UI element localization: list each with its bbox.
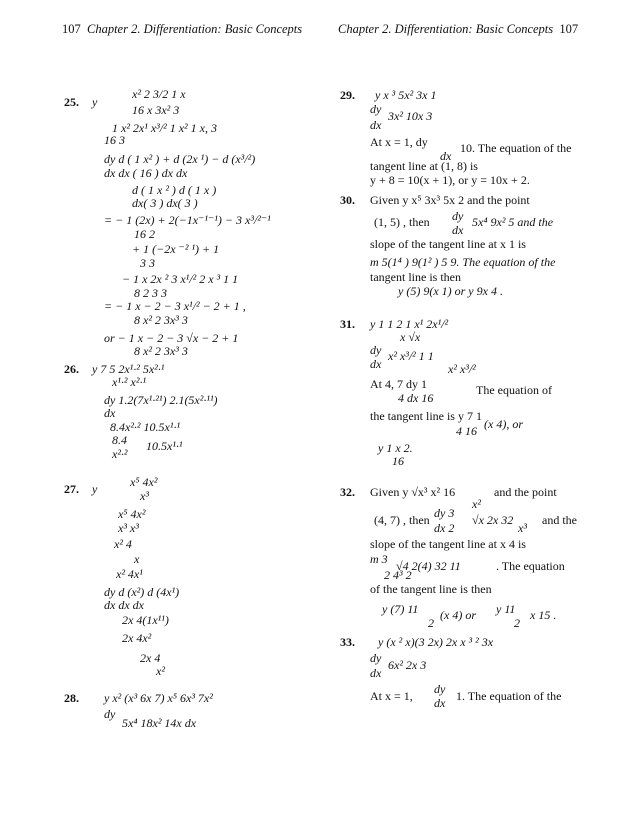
p27-line: x³ x³ (118, 521, 139, 535)
p30-line: dx (452, 223, 464, 237)
p28-line: 5x⁴ 18x² 14x dx (122, 716, 197, 730)
p26-line: 10.5x¹·¹ (146, 439, 183, 453)
p30-line: tangent line is then (370, 270, 461, 284)
p27-line: 2x 4(1x¹¹) (122, 613, 169, 627)
p27-line: dx dx dx (104, 598, 144, 612)
problem-28-number: 28. (64, 691, 79, 705)
p26-line: x²·² (112, 447, 128, 461)
p27-line: 2x 4x² (122, 631, 152, 645)
p29-line: dx (440, 149, 452, 163)
p32-line: . The equation (496, 559, 565, 573)
p31-line: The equation of (476, 383, 552, 397)
p31-line: the tangent line is y 7 1 (370, 409, 482, 423)
p32-line: y 11 (496, 602, 516, 616)
p32-line: 2 (514, 616, 520, 630)
p31-line: x² x³/² (448, 362, 476, 376)
p32-line: of the tangent line is then (370, 582, 492, 596)
p33-line: dy (370, 651, 382, 665)
p32-line: √x 2x 32 (472, 513, 514, 527)
p29-line: tangent line at (1, 8) is (370, 159, 478, 173)
problem-29-number: 29. (340, 88, 355, 102)
p25-line: + 1 (−2x ⁻² ¹) + 1 (132, 242, 220, 256)
problem-25-number: 25. (64, 95, 79, 109)
p25-line: = − 1 (2x) + 2(−1x⁻¹⁻¹) − 3 x³/²⁻¹ (104, 213, 271, 227)
p25-line: 16 2 (134, 227, 155, 241)
p31-line: At 4, 7 dy 1 (370, 377, 427, 391)
p30-line: y (5) 9(x 1) or y 9x 4 . (398, 284, 503, 298)
p32-line: 2 (428, 616, 434, 630)
problem-32-number: 32. (340, 485, 355, 499)
p29-line: 3x² 10x 3 (388, 109, 433, 123)
p29-line: At x = 1, dy (370, 135, 428, 149)
problem-31-number: 31. (340, 317, 355, 331)
p31-line: dy (370, 343, 382, 357)
p32-line: dx 2 (434, 521, 455, 535)
p32-line: and the point (494, 485, 557, 499)
p25-line: 8 x² 2 3x³ 3 (134, 344, 188, 358)
p25-line: or − 1 x − 2 − 3 √x − 2 + 1 (104, 331, 239, 345)
p32-line: (x 4) or (440, 608, 476, 622)
p27-line: 2x 4 (140, 651, 161, 665)
p25-line: dx( 3 ) dx( 3 ) (132, 196, 198, 210)
p25-line: 3 3 (140, 256, 155, 270)
p29-line: y x ³ 5x² 3x 1 (375, 88, 437, 102)
p32-line: x³ (518, 521, 527, 535)
header-right (338, 22, 578, 37)
p30-line: slope of the tangent line at x 1 is (370, 237, 526, 251)
p27-line: x² 4 (114, 537, 132, 551)
p26-line: dy 1.2(7x¹·²¹) 2.1(5x²·¹¹) (104, 393, 218, 407)
p30-line: (1, 5) , then (374, 215, 430, 229)
p32-line: slope of the tangent line at x 4 is (370, 537, 526, 551)
p26-line: 8.4x²·² 10.5x¹·¹ (110, 420, 181, 434)
p33-line: dx (434, 696, 446, 710)
p32-line: √4 2(4) 32 11 (396, 559, 461, 573)
p31-line: y 1 1 2 1 x¹ 2x¹/² (370, 317, 449, 331)
p28-line: y x² (x³ 6x 7) x⁵ 6x³ 7x² (104, 691, 213, 705)
p27-line: x⁵ 4x² (118, 507, 146, 521)
left-running-title: Chapter 2. Differentiation: Basic Concepts (87, 22, 303, 36)
p32-line: and the (542, 513, 577, 527)
p26-line: dx (104, 406, 116, 420)
p33-line: dx (370, 666, 382, 680)
p27-line: x⁵ 4x² (130, 475, 158, 489)
right-page-number: 107 (559, 22, 579, 36)
p31-line: 16 (392, 454, 404, 468)
p31-line: 4 16 (456, 424, 477, 438)
p31-line: x² x³/² 1 1 (388, 349, 434, 363)
p32-line: (4, 7) , then (374, 513, 430, 527)
p26-line: y 7 5 2x¹·² 5x²·¹ (92, 362, 165, 376)
p33-line: dy (434, 682, 446, 696)
p32-line: x² (472, 497, 481, 511)
p29-line: y + 8 = 10(x + 1), or y = 10x + 2. (370, 173, 530, 187)
p32-line: 2 4³ 2 (384, 568, 412, 582)
p25-line: d ( 1 x ² ) d ( 1 x ) (132, 183, 217, 197)
p26-line: x¹·² x²·¹ (112, 375, 147, 389)
p25-line: dy d ( 1 x² ) + d (2x ¹) − d (x³/²) (104, 152, 256, 166)
p31-line: y 1 x 2. (378, 441, 413, 455)
p25-line: 1 x² 2x¹ x³/² 1 x² 1 x, 3 (112, 121, 217, 135)
p28-line: dy (104, 707, 116, 721)
p29-line: dx (370, 118, 382, 132)
p33-line: y (x ² x)(3 2x) 2x x ³ ² 3x (378, 635, 494, 649)
p27-line: x (134, 552, 140, 566)
p33-line: 6x² 2x 3 (388, 658, 427, 672)
p25-line: 8 x² 2 3x³ 3 (134, 313, 188, 327)
p30-line: Given y x⁵ 3x³ 5x 2 and the point (370, 193, 530, 207)
p27-line: x² 4x¹ (116, 567, 143, 581)
p33-line: 1. The equation of the (456, 689, 562, 703)
p32-line: x 15 . (530, 608, 557, 622)
problem-30-number: 30. (340, 193, 355, 207)
p25-line: = − 1 x − 2 − 3 x¹/² − 2 + 1 , (104, 299, 246, 313)
p30-line: 5x⁴ 9x² 5 and the (472, 215, 554, 229)
p29-line: dy (370, 102, 382, 116)
p32-line: dy 3 (434, 506, 455, 520)
header-left (62, 22, 302, 37)
p25-line: y (92, 95, 98, 109)
p31-line: dx (370, 357, 382, 371)
p27-line: y (92, 482, 98, 496)
problem-33-number: 33. (340, 635, 355, 649)
p33-line: At x = 1, (370, 689, 413, 703)
p25-line: 16 x 3x² 3 (132, 103, 180, 117)
p31-line: 4 dx 16 (398, 391, 434, 405)
p31-line: x √x (400, 330, 421, 344)
p25-line: dx dx ( 16 ) dx dx (104, 166, 188, 180)
p25-line: − 1 x 2x ² 3 x¹/² 2 x ³ 1 1 (122, 272, 239, 286)
p32-line: m 3 (370, 552, 388, 566)
p26-line: 8.4 (112, 433, 127, 447)
p30-line: m 5(1⁴ ) 9(1² ) 5 9. The equation of the (370, 255, 556, 269)
p25-line: x² 2 3/2 1 x (132, 87, 186, 101)
problem-27-number: 27. (64, 482, 79, 496)
p31-line: (x 4), or (484, 417, 523, 431)
p32-line: Given y √x³ x² 16 (370, 485, 456, 499)
left-page-number: 107 (62, 22, 81, 36)
p27-line: x³ (140, 489, 149, 503)
p27-line: x² (156, 664, 165, 678)
p27-line: dy d (x²) d (4x¹) (104, 585, 180, 599)
p30-line: dy (452, 209, 464, 223)
p25-line: 16 3 (104, 133, 125, 147)
right-running-title: Chapter 2. Differentiation: Basic Concepts (338, 22, 554, 36)
p29-line: 10. The equation of the (460, 141, 572, 155)
p32-line: y (7) 11 (382, 602, 419, 616)
problem-26-number: 26. (64, 362, 79, 376)
p25-line: 8 2 3 3 (134, 286, 167, 300)
